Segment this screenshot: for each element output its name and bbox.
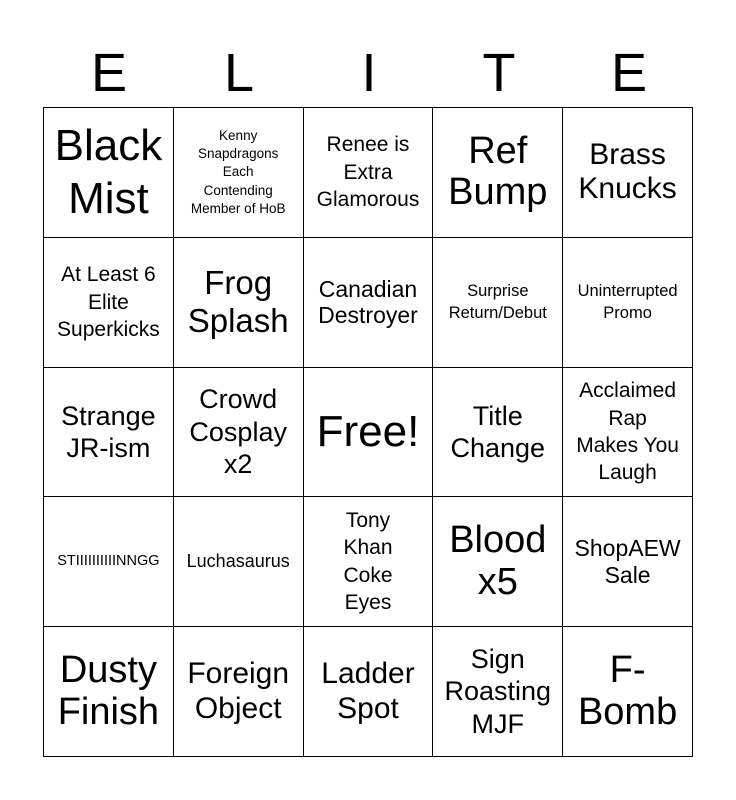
cell-label: Surprise Return/Debut xyxy=(448,281,547,323)
bingo-board xyxy=(43,107,693,757)
free-space-label: Free! xyxy=(316,407,420,457)
cell-label: Kenny Snapdragons Each Contending Member of HoB xyxy=(190,127,286,216)
header-letter-i: I xyxy=(361,43,377,103)
cell-label: Ladder Spot xyxy=(321,657,415,725)
bingo-cell[interactable] xyxy=(304,108,434,238)
cell-label: Crowd Cosplay x2 xyxy=(189,384,287,480)
bingo-cell[interactable] xyxy=(174,627,304,757)
bingo-cell[interactable] xyxy=(174,108,304,238)
bingo-cell[interactable] xyxy=(433,368,563,498)
header-letter-e2: E xyxy=(610,43,648,103)
cell-label: Dusty Finish xyxy=(57,648,160,733)
bingo-cell[interactable] xyxy=(433,497,563,627)
bingo-header xyxy=(44,38,694,108)
bingo-cell[interactable] xyxy=(304,627,434,757)
cell-label: At Least 6 Elite Superkicks xyxy=(57,263,160,341)
bingo-cell[interactable] xyxy=(563,627,693,757)
bingo-cell[interactable] xyxy=(563,108,693,238)
cell-label: F- Bomb xyxy=(577,648,678,733)
cell-label: STIIIIIIIIIINNGG xyxy=(57,553,160,570)
cell-label: Frog Splash xyxy=(187,264,289,340)
cell-label: Tony Khan Coke Eyes xyxy=(343,509,393,615)
bingo-cell[interactable] xyxy=(44,627,174,757)
cell-label: ShopAEW Sale xyxy=(574,535,681,588)
bingo-cell[interactable] xyxy=(433,238,563,368)
cell-label: Strange JR-ism xyxy=(61,400,156,463)
bingo-cell[interactable] xyxy=(433,627,563,757)
header-letter-l: L xyxy=(223,43,255,103)
header-letter-e1: E xyxy=(90,43,128,103)
bingo-cell[interactable] xyxy=(174,368,304,498)
cell-label: Canadian Destroyer xyxy=(318,275,418,329)
bingo-cell[interactable] xyxy=(44,108,174,238)
cell-label: Brass Knucks xyxy=(578,137,677,206)
bingo-cell[interactable] xyxy=(433,108,563,238)
cell-label: Luchasaurus xyxy=(186,551,290,572)
bingo-cell[interactable] xyxy=(563,238,693,368)
bingo-cell[interactable] xyxy=(44,238,174,368)
cell-label: Ref Bump xyxy=(448,129,548,214)
cell-label: Black Mist xyxy=(54,120,163,224)
cell-label: Foreign Object xyxy=(187,657,290,725)
cell-label: Acclaimed Rap Makes You Laugh xyxy=(576,379,679,485)
cell-label: Uninterrupted Promo xyxy=(577,281,678,323)
bingo-cell[interactable] xyxy=(44,497,174,627)
cell-label: Title Change xyxy=(450,400,546,463)
bingo-cell[interactable] xyxy=(304,238,434,368)
bingo-cell free-space[interactable] xyxy=(304,368,434,498)
bingo-cell[interactable] xyxy=(44,368,174,498)
cell-label: Sign Roasting MJF xyxy=(444,644,552,739)
cell-label: Renee is Extra Glamorous xyxy=(316,133,420,212)
bingo-cell[interactable] xyxy=(304,497,434,627)
bingo-cell[interactable] xyxy=(174,497,304,627)
cell-label: Blood x5 xyxy=(449,518,547,603)
bingo-cell[interactable] xyxy=(174,238,304,368)
bingo-cell[interactable] xyxy=(563,497,693,627)
header-letter-t: T xyxy=(482,43,516,103)
bingo-cell[interactable] xyxy=(563,368,693,498)
